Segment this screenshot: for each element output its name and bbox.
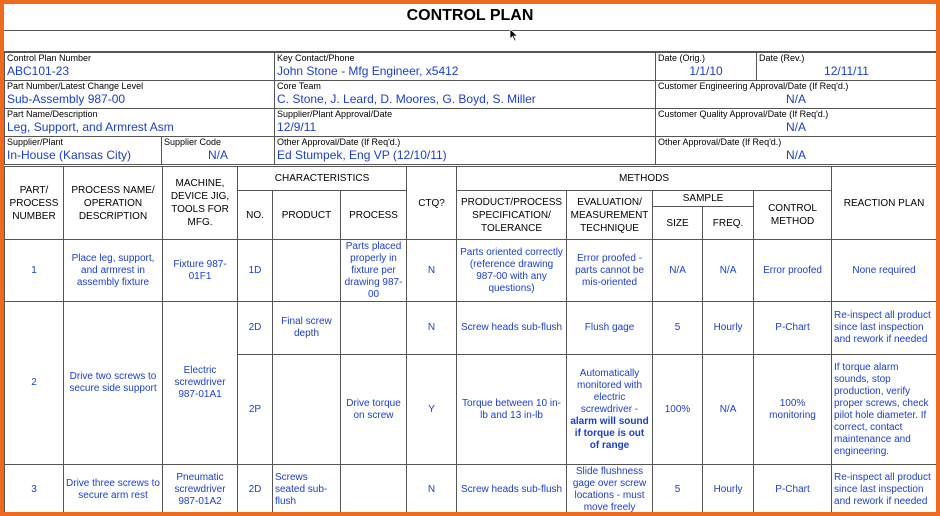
part-number-cell: 1 [5,240,64,302]
core-team-cell [275,81,656,109]
control-plan-table [4,166,936,512]
control-method-cell: P-Chart [754,465,832,513]
machine-cell: Fixture 987-01F1 [163,240,238,302]
process-cell: Drive torque on screw [341,355,407,465]
freq-cell: N/A [703,355,754,465]
supplier-plant-approval-cell [275,109,656,137]
reaction-plan-cell: Re-inspect all product since last inspection and rework if needed [832,465,936,513]
control-method-cell: 100% monitoring [754,355,832,465]
evaluation-text: Automatically monitored with electric screwdriver - [577,367,643,415]
col-ctq: CTQ? [407,167,457,240]
col-evaluation: EVALUATION/ MEASUREMENT TECHNIQUE [567,191,653,240]
char-no-cell: 2P [238,355,273,465]
freq-cell: Hourly [703,302,754,355]
col-part-process-number: PART/ PROCESS NUMBER [5,167,64,240]
ctq-cell: N [407,465,457,513]
customer-quality-approval-cell [656,109,936,137]
product-cell [273,355,341,465]
col-sample: SAMPLE [653,191,754,207]
col-control-method: CONTROL METHOD [754,191,832,240]
part-number-label: Part Number/Latest Change Level [7,81,144,91]
process-cell [341,302,407,355]
process-cell: Parts placed properly in fixture per drawing 987-00 [341,240,407,302]
ctq-cell: N [407,302,457,355]
ctq-cell: N [407,240,457,302]
title-band-row [4,30,936,52]
char-no-cell: 2D [238,465,273,513]
supplier-plant-value: In-House (Kansas City) [7,148,132,162]
reaction-plan-cell: If torque alarm sounds, stop production, verify proper screws, check pilot hole diameter. If correct, contact maintenance and engineering. [832,355,936,465]
control-plan-number-cell [5,53,275,81]
part-number-value: Sub-Assembly 987-00 [7,92,126,106]
part-number-cell: 3 [5,465,64,513]
key-contact-value: John Stone - Mfg Engineer, x5412 [277,64,459,78]
product-cell: Final screw depth [273,302,341,355]
customer-eng-approval-cell [656,81,936,109]
other-approval2-cell [656,137,936,165]
other-approval2-value: N/A [786,148,807,162]
evaluation-cell: Error proofed - parts cannot be mis-oriented [567,240,653,302]
process-name-cell: Drive three screws to secure arm rest [64,465,163,513]
date-orig-value: 1/1/10 [689,64,723,78]
col-spec: PRODUCT/PROCESS SPECIFICATION/ TOLERANCE [457,191,567,240]
col-characteristics: CHARACTERISTICS [238,167,407,191]
core-team-value: C. Stone, J. Leard, D. Moores, G. Boyd, S. Miller [277,92,536,106]
customer-eng-approval-label: Customer Engineering Approval/Date (If Req'd.) [658,81,849,91]
supplier-code-label: Supplier Code [164,137,222,147]
evaluation-alarm-text: alarm will sound if torque is out of range [570,415,649,451]
col-process: PROCESS [341,191,407,240]
date-rev-cell [757,53,936,81]
supplier-code-cell [162,137,275,165]
date-rev-label: Date (Rev.) [759,53,805,63]
table-row [5,240,937,302]
customer-quality-approval-value: N/A [786,120,807,134]
col-process-name: PROCESS NAME/ OPERATION DESCRIPTION [64,167,163,240]
customer-eng-approval-value: N/A [786,92,807,106]
size-cell: 100% [653,355,703,465]
process-name-cell: Drive two screws to secure side support [64,302,163,465]
ctq-cell: Y [407,355,457,465]
size-cell: N/A [653,240,703,302]
supplier-plant-label: Supplier/Plant [7,137,64,147]
machine-cell: Pneumatic screwdriver 987-01A2 [163,465,238,513]
col-product: PRODUCT [273,191,341,240]
col-freq: FREQ. [703,207,754,240]
reaction-plan-cell: None required [832,240,936,302]
process-name-cell: Place leg, support, and armrest in assembly fixture [64,240,163,302]
header-table [4,52,936,165]
col-no: NO. [238,191,273,240]
evaluation-cell: Slide flushness gage over screw locations - must move freely [567,465,653,513]
evaluation-cell: Flush gage [567,302,653,355]
control-plan-number-label: Control Plan Number [7,53,92,63]
size-cell: 5 [653,302,703,355]
freq-cell: N/A [703,240,754,302]
other-approval-value: Ed Stumpek, Eng VP (12/10/11) [277,148,447,162]
other-approval-label: Other Approval/Date (If Req'd.) [277,137,401,147]
part-name-value: Leg, Support, and Armrest Asm [7,120,174,134]
spec-cell: Torque between 10 in-lb and 13 in-lb [457,355,567,465]
size-cell: 5 [653,465,703,513]
part-number-cell: 2 [5,302,64,465]
col-machine: MACHINE, DEVICE JIG, TOOLS FOR MFG. [163,167,238,240]
part-name-cell [5,109,275,137]
evaluation-cell [567,355,653,465]
reaction-plan-cell: Re-inspect all product since last inspection and rework if needed [832,302,936,355]
control-method-cell: P-Chart [754,302,832,355]
date-orig-label: Date (Orig.) [658,53,706,63]
control-plan-sheet [4,4,936,512]
other-approval-cell [275,137,656,165]
customer-quality-approval-label: Customer Quality Approval/Date (If Req'd.) [658,109,829,119]
char-no-cell: 1D [238,240,273,302]
other-approval2-label: Other Approval/Date (If Req'd.) [658,137,782,147]
supplier-plant-approval-value: 12/9/11 [277,120,317,134]
supplier-plant-cell [5,137,162,165]
process-cell [341,465,407,513]
product-cell [273,240,341,302]
date-rev-value: 12/11/11 [824,64,869,78]
machine-cell: Electric screwdriver 987-01A1 [163,302,238,465]
freq-cell: Hourly [703,465,754,513]
table-row [5,465,937,513]
control-plan-number-value: ABC101-23 [7,64,70,78]
part-number-cell [5,81,275,109]
supplier-plant-approval-label: Supplier/Plant Approval/Date [277,109,393,119]
control-method-cell: Error proofed [754,240,832,302]
col-methods: METHODS [457,167,832,191]
char-no-cell: 2D [238,302,273,355]
mouse-cursor-icon [509,28,519,42]
spec-cell: Parts oriented correctly (reference drawing 987-00 with any questions) [457,240,567,302]
key-contact-label: Key Contact/Phone [277,53,355,63]
date-orig-cell [656,53,757,81]
supplier-code-value: N/A [208,148,229,162]
col-size: SIZE [653,207,703,240]
spec-cell: Screw heads sub-flush [457,465,567,513]
part-name-label: Part Name/Description [7,109,98,119]
col-reaction-plan: REACTION PLAN [832,167,936,240]
key-contact-cell [275,53,656,81]
page-title: CONTROL PLAN [406,7,534,24]
table-row [5,302,937,355]
spec-cell: Screw heads sub-flush [457,302,567,355]
core-team-label: Core Team [277,81,321,91]
product-cell: Screws seated sub-flush [273,465,341,513]
